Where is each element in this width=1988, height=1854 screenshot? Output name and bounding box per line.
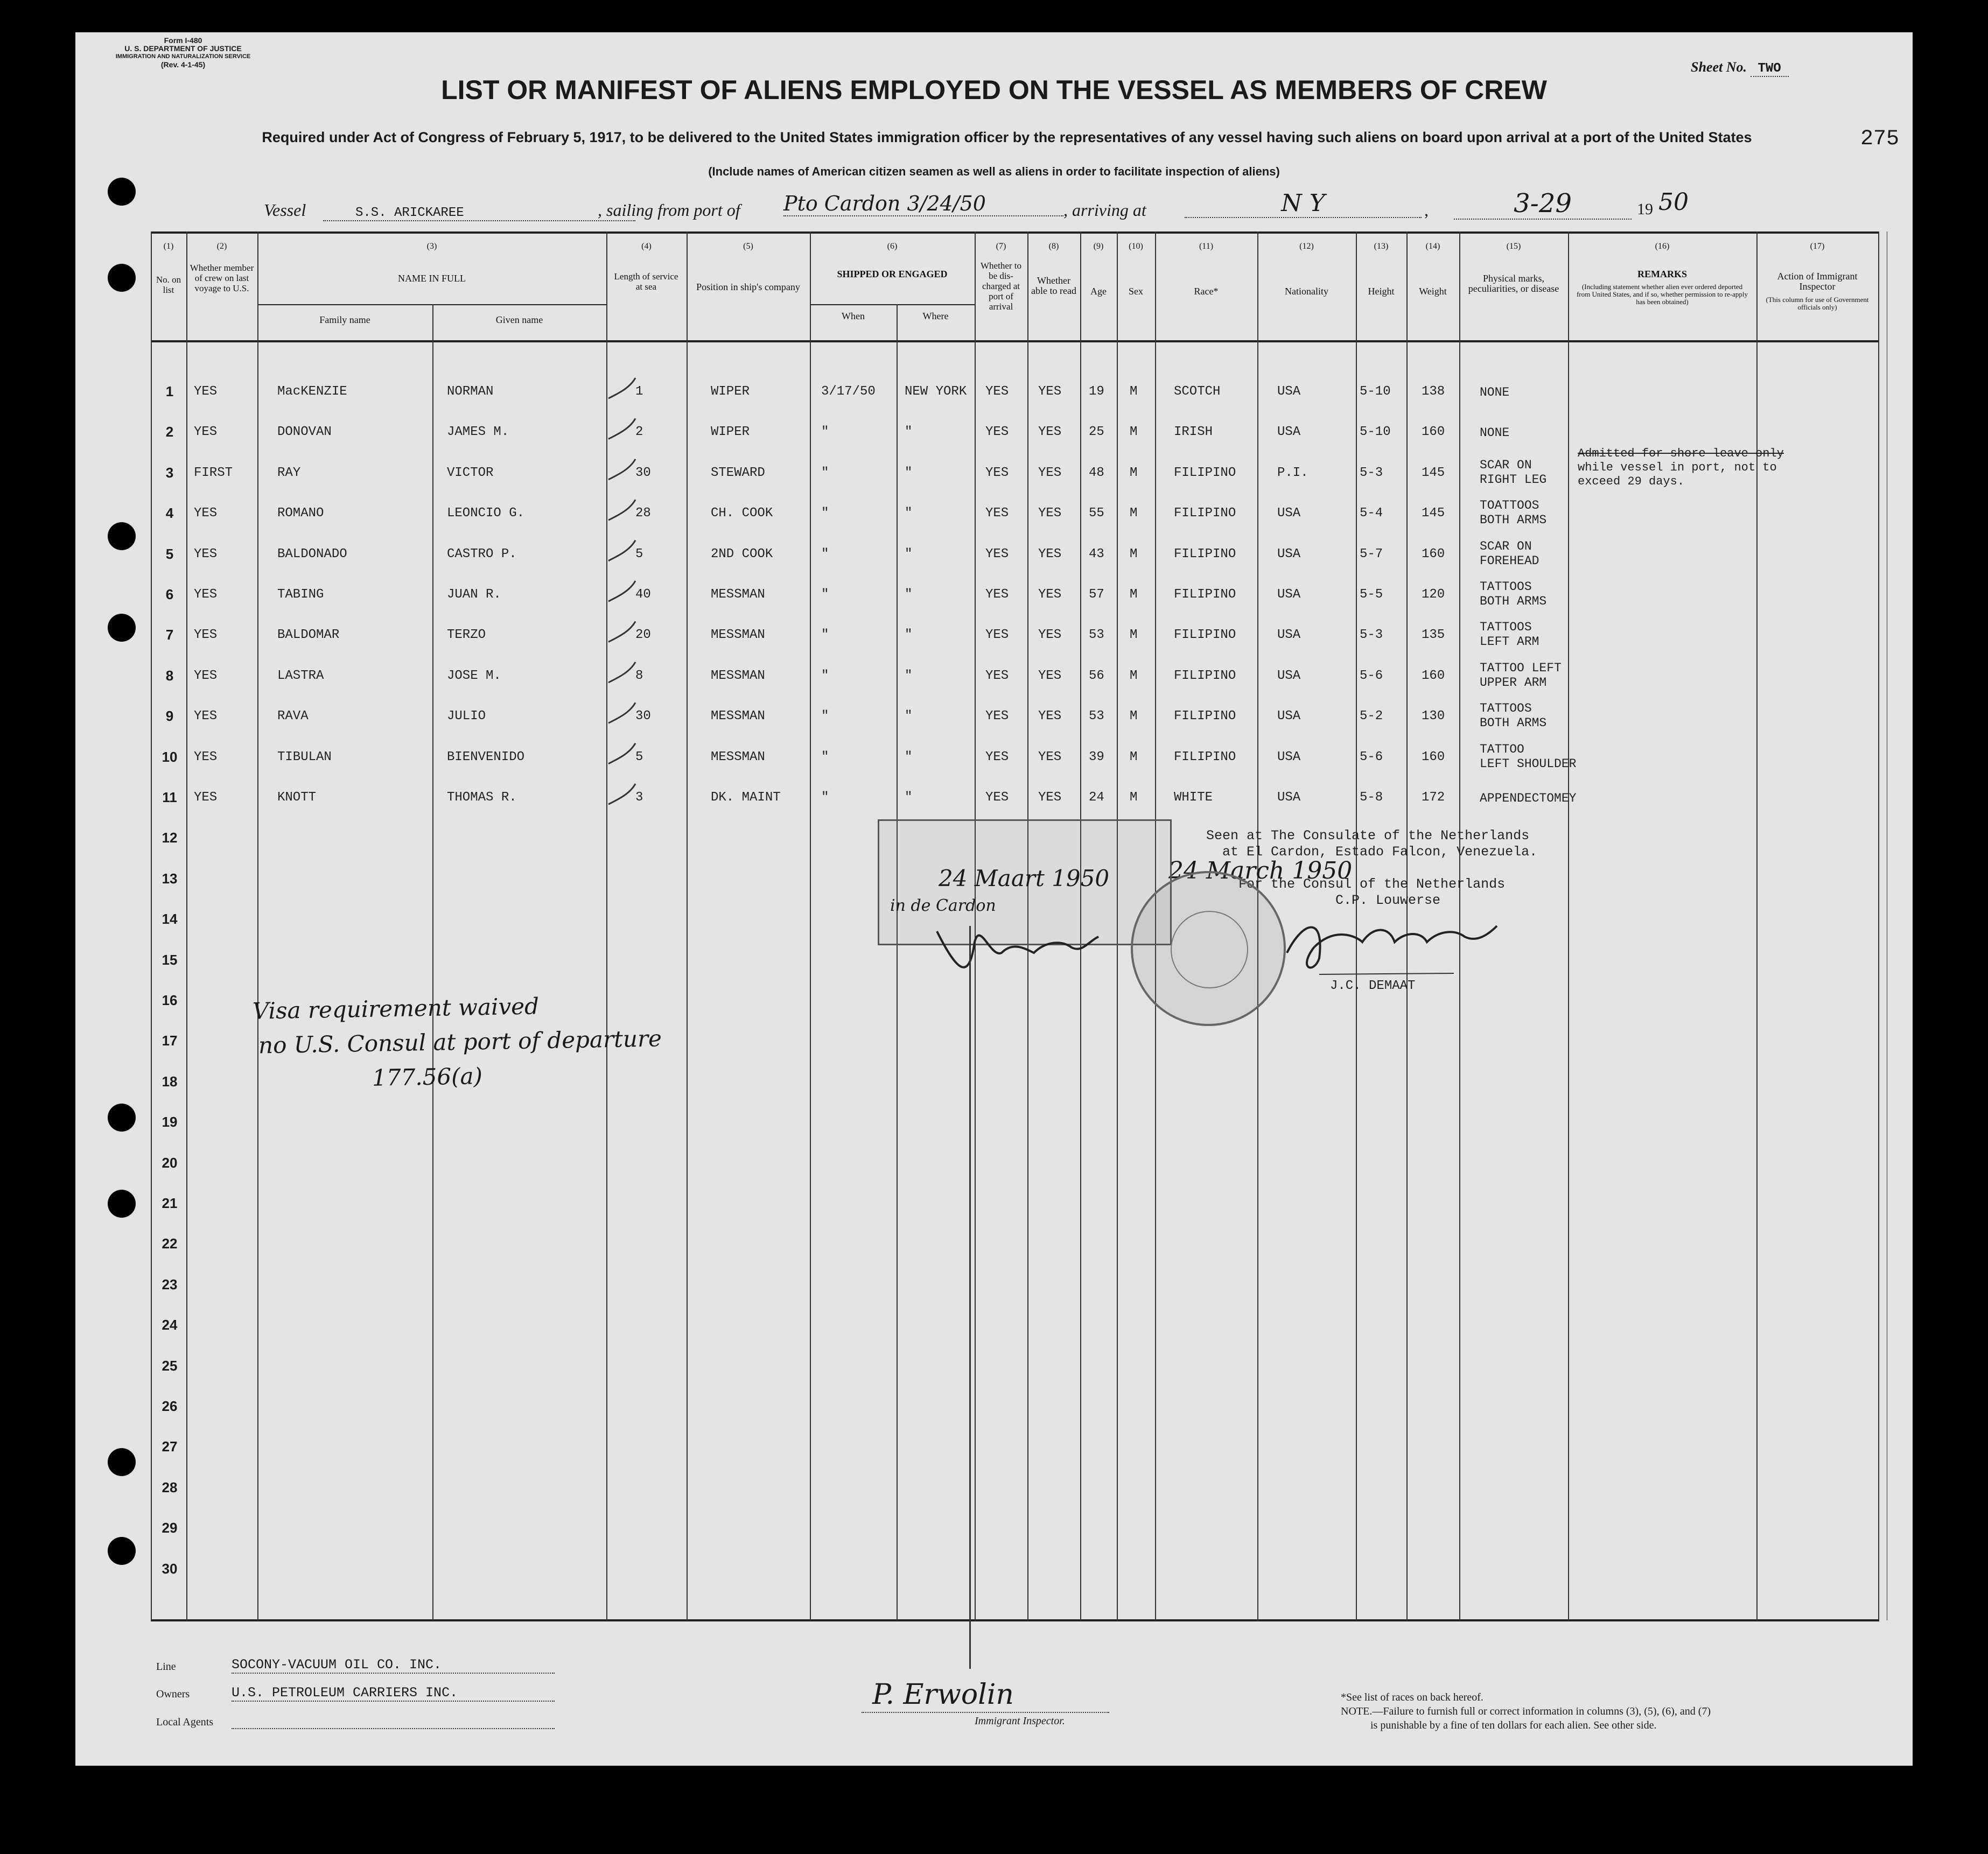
col9-label: Age (1090, 286, 1107, 297)
shipped-when-cell: " (821, 749, 829, 764)
weight-cell: 160 (1422, 546, 1445, 561)
stamp-signature (926, 910, 1104, 985)
sex-cell: M (1130, 749, 1138, 764)
table-top-rule (151, 231, 1879, 234)
remark-shore-leave: Admitted for shore leave only while vessel in port, not to exceed 29 days. (1578, 447, 1784, 488)
position-cell: DK. MAINT (711, 790, 781, 805)
col2-label: Whether member of crew on last voyage to U.S. (190, 263, 254, 293)
age-cell: 24 (1089, 790, 1104, 805)
punch-hole (108, 1190, 136, 1218)
position-cell: MESSMAN (711, 668, 765, 683)
tick-mark (608, 500, 635, 520)
sex-cell: M (1130, 546, 1138, 561)
shipped-when-cell: " (821, 628, 829, 643)
col16-note: (Including statement whether alien ever ordered deported from United States, and if so, whether permission to re-apply has been obtained) (1576, 283, 1748, 306)
col12-label: Nationality (1285, 286, 1328, 297)
weight-cell: 172 (1422, 790, 1445, 805)
age-cell: 56 (1089, 668, 1104, 683)
height-cell: 5-4 (1360, 506, 1383, 521)
nationality-cell: USA (1277, 587, 1301, 602)
service-length-cell: 28 (635, 506, 651, 521)
races-note: *See list of races on back hereof. (1341, 1691, 1483, 1703)
subtitle-note: (Include names of American citizen seamen as well as aliens in order to facilitate inspection of aliens) (708, 165, 1280, 178)
arriving-label: , arriving at (1063, 200, 1146, 220)
col11-label: Race* (1194, 286, 1219, 297)
age-cell: 39 (1089, 749, 1104, 764)
when-header: When (842, 311, 865, 321)
table-bottom-rule (151, 1619, 1879, 1621)
race-cell: WHITE (1174, 790, 1213, 805)
col17-note: (This column for use of Government officials only) (1766, 296, 1869, 311)
race-cell: SCOTCH (1174, 384, 1221, 399)
punch-hole (108, 1537, 136, 1565)
previous-voyage-cell: YES (194, 709, 218, 724)
tick-mark (608, 784, 635, 804)
given-name-cell: BIENVENIDO (447, 749, 525, 764)
height-cell: 5-5 (1360, 587, 1383, 602)
able-to-read-cell: YES (1038, 506, 1062, 521)
tick-mark (608, 459, 635, 480)
inspector-line (862, 1712, 1109, 1713)
shipped-where-cell: " (905, 749, 913, 764)
physical-marks-cell: TATTOOS BOTH ARMS (1480, 701, 1547, 731)
row-number: 11 (162, 789, 177, 805)
discharged-cell: YES (985, 384, 1009, 399)
col1-number: (1) (163, 242, 174, 251)
weight-cell: 160 (1422, 668, 1445, 683)
given-name-cell: JOSE M. (447, 668, 501, 683)
row-number: 28 (162, 1479, 178, 1495)
row-number: 22 (162, 1235, 178, 1252)
weight-cell: 145 (1422, 506, 1445, 521)
shipped-when-cell: " (821, 546, 829, 561)
position-cell: MESSMAN (711, 628, 765, 643)
punch-hole (108, 1104, 136, 1132)
nationality-cell: USA (1277, 668, 1301, 683)
discharged-cell: YES (985, 587, 1009, 602)
sex-cell: M (1130, 709, 1138, 724)
row-number: 1 (165, 383, 174, 399)
height-cell: 5-6 (1360, 749, 1383, 764)
col1-label: No. on list (156, 275, 181, 295)
nationality-cell: USA (1277, 384, 1301, 399)
fine-note: NOTE.—Failure to furnish full or correct information in columns (3), (5), (6), and (7) (1341, 1705, 1711, 1717)
family-name-cell: DONOVAN (277, 425, 332, 440)
position-cell: MESSMAN (711, 709, 765, 724)
previous-voyage-cell: YES (194, 749, 218, 764)
row-number: 18 (162, 1073, 178, 1090)
row-number: 2 (165, 424, 174, 440)
given-name-header: Given name (495, 314, 543, 325)
height-cell: 5-7 (1360, 546, 1383, 561)
discharged-cell: YES (985, 546, 1009, 561)
discharged-cell: YES (985, 465, 1009, 480)
able-to-read-cell: YES (1038, 709, 1062, 724)
height-cell: 5-10 (1360, 425, 1391, 440)
race-cell: FILIPINO (1174, 587, 1236, 602)
physical-marks-cell: TATTOOS LEFT ARM (1480, 620, 1539, 649)
family-name-cell: LASTRA (277, 668, 324, 683)
position-cell: CH. COOK (711, 506, 773, 521)
sex-cell: M (1130, 668, 1138, 683)
inspector-signature: P. Erwolin (872, 1679, 1014, 1711)
nationality-cell: USA (1277, 790, 1301, 805)
previous-voyage-cell: YES (194, 384, 218, 399)
nationality-cell: USA (1277, 546, 1301, 561)
sex-cell: M (1130, 506, 1138, 521)
col13-label: Height (1368, 286, 1395, 297)
shipped-when-cell: " (821, 425, 829, 440)
age-cell: 19 (1089, 384, 1104, 399)
position-cell: WIPER (711, 384, 750, 399)
arriving-port: N Y (1185, 189, 1422, 218)
row-number: 25 (162, 1357, 178, 1374)
service-length-cell: 20 (635, 628, 651, 643)
line-value: SOCONY-VACUUM OIL CO. INC. (232, 1657, 555, 1674)
height-cell: 5-2 (1360, 709, 1383, 724)
row-number: 13 (162, 870, 178, 887)
race-cell: FILIPINO (1174, 506, 1236, 521)
discharged-cell: YES (985, 628, 1009, 643)
row-number: 10 (162, 748, 178, 765)
weight-cell: 160 (1422, 749, 1445, 764)
row-number: 5 (165, 545, 174, 562)
col7-label: Whether to be dis-charged at port of arrival (981, 261, 1021, 312)
row-number: 24 (162, 1317, 178, 1333)
owners-value: U.S. PETROLEUM CARRIERS INC. (232, 1685, 555, 1702)
previous-voyage-cell: YES (194, 506, 218, 521)
physical-marks-cell: SCAR ON RIGHT LEG (1480, 458, 1547, 487)
discharged-cell: YES (985, 668, 1009, 683)
consulate-date-handwritten: 24 March 1950 (1168, 857, 1353, 884)
service-length-cell: 8 (635, 668, 643, 683)
age-cell: 25 (1089, 425, 1104, 440)
physical-marks-cell: TATTOO LEFT SHOULDER (1480, 742, 1577, 771)
service-length-cell: 40 (635, 587, 651, 602)
signatory-name: J.C. DEMAAT (1330, 979, 1416, 993)
shipped-when-cell: " (821, 587, 829, 602)
physical-marks-cell: SCAR ON FOREHEAD (1480, 539, 1539, 568)
owners-label: Owners (156, 1688, 190, 1700)
position-cell: MESSMAN (711, 749, 765, 764)
nationality-cell: USA (1277, 709, 1301, 724)
height-cell: 5-6 (1360, 668, 1383, 683)
row-number: 29 (162, 1520, 178, 1536)
physical-marks-cell: TOATTOOS BOTH ARMS (1480, 498, 1547, 528)
family-name-cell: BALDONADO (277, 546, 347, 561)
row-number: 30 (162, 1560, 178, 1577)
tick-mark (608, 662, 635, 683)
shipped-when-cell: " (821, 506, 829, 521)
discharged-cell: YES (985, 425, 1009, 440)
sex-cell: M (1130, 465, 1138, 480)
sailing-label: , sailing from port of (598, 200, 740, 220)
tick-mark (608, 581, 635, 601)
age-cell: 57 (1089, 587, 1104, 602)
weight-cell: 138 (1422, 384, 1445, 399)
given-name-cell: JAMES M. (447, 425, 509, 440)
previous-voyage-cell: YES (194, 425, 218, 440)
shipped-when-cell: " (821, 790, 829, 805)
family-name-cell: RAY (277, 465, 301, 480)
where-header: Where (922, 311, 949, 321)
given-name-cell: THOMAS R. (447, 790, 517, 805)
given-name-cell: LEONCIO G. (447, 506, 525, 521)
col3-label: NAME IN FULL (398, 273, 466, 284)
shipped-where-cell: " (905, 425, 913, 440)
subtitle: Required under Act of Congress of February 5, 1917, to be delivered to the United States immigration officer by the representatives of any vessel having such aliens on board upon arrival at a port of the United States (262, 129, 1752, 145)
weight-cell: 130 (1422, 709, 1445, 724)
year-prefix: 19 (1637, 200, 1653, 218)
row-number: 27 (162, 1438, 178, 1455)
col4-label: Length of service at sea (614, 271, 678, 292)
col14-label: Weight (1419, 286, 1447, 297)
nationality-cell: P.I. (1277, 465, 1308, 480)
given-name-cell: VICTOR (447, 465, 494, 480)
position-cell: MESSMAN (711, 587, 765, 602)
height-cell: 5-10 (1360, 384, 1391, 399)
col17-label: Action of Immigrant Inspector (1777, 271, 1858, 292)
header-rule (151, 340, 1879, 342)
tick-mark (608, 540, 635, 561)
family-name-cell: TABING (277, 587, 324, 602)
age-cell: 53 (1089, 709, 1104, 724)
family-name-cell: ROMANO (277, 506, 324, 521)
physical-marks-cell: TATTOOS BOTH ARMS (1480, 580, 1547, 608)
fine-note-2: is punishable by a fine of ten dollars for each alien. See other side. (1370, 1719, 1657, 1731)
discharged-cell: YES (985, 749, 1009, 764)
nationality-cell: USA (1277, 425, 1301, 440)
row-number: 21 (162, 1195, 178, 1211)
able-to-read-cell: YES (1038, 628, 1062, 643)
shipped-where-cell: " (905, 790, 913, 805)
able-to-read-cell: YES (1038, 668, 1062, 683)
service-length-cell: 30 (635, 465, 651, 480)
height-cell: 5-3 (1360, 628, 1383, 643)
able-to-read-cell: YES (1038, 465, 1062, 480)
local-agents-label: Local Agents (156, 1716, 214, 1728)
weight-cell: 120 (1422, 587, 1445, 602)
col8-label: Whether able to read (1031, 275, 1076, 296)
punch-hole (108, 178, 136, 206)
row-number: 20 (162, 1154, 178, 1171)
family-name-cell: BALDOMAR (277, 628, 340, 643)
able-to-read-cell: YES (1038, 749, 1062, 764)
row-number: 26 (162, 1398, 178, 1414)
col16-label: REMARKS (1637, 269, 1687, 279)
position-cell: STEWARD (711, 465, 765, 480)
sex-cell: M (1130, 425, 1138, 440)
consul-signature (1282, 904, 1508, 980)
shipped-where-cell: " (905, 709, 913, 724)
given-name-cell: JUAN R. (447, 587, 501, 602)
race-cell: FILIPINO (1174, 628, 1236, 643)
sex-cell: M (1130, 628, 1138, 643)
line-label: Line (156, 1661, 176, 1673)
weight-cell: 145 (1422, 465, 1445, 480)
arrival-date: 3-29 (1454, 188, 1632, 220)
physical-marks-cell: NONE (1480, 426, 1510, 440)
tick-mark (608, 621, 635, 642)
previous-voyage-cell: YES (194, 668, 218, 683)
row-number: 14 (162, 911, 178, 928)
discharged-cell: YES (985, 506, 1009, 521)
consul-for: For the Consul of the Netherlands C.P. Louwerse (1238, 876, 1506, 908)
able-to-read-cell: YES (1038, 384, 1062, 399)
col15-label: Physical marks, peculiarities, or disease (1468, 273, 1559, 294)
family-name-cell: KNOTT (277, 790, 317, 805)
previous-voyage-cell: YES (194, 546, 218, 561)
consulate-seal (1131, 871, 1286, 1026)
tick-mark (608, 418, 635, 439)
race-cell: FILIPINO (1174, 749, 1236, 764)
row-number: 12 (162, 830, 178, 846)
height-cell: 5-3 (1360, 465, 1383, 480)
shipped-where-cell: " (905, 465, 913, 480)
height-cell: 5-8 (1360, 790, 1383, 805)
local-agents-value (232, 1728, 555, 1729)
consulate-note: Seen at The Consulate of the Netherlands at El Cardon, Estado Falcon, Venezuela. (1206, 828, 1538, 860)
tick-marks (598, 361, 705, 845)
physical-marks-cell: TATTOO LEFT UPPER ARM (1480, 661, 1562, 690)
previous-voyage-cell: FIRST (194, 465, 233, 480)
inspector-label: Immigrant Inspector. (975, 1715, 1065, 1727)
shipped-where-cell: NEW YORK (905, 384, 967, 399)
shipped-when-cell: " (821, 668, 829, 683)
col10-label: Sex (1129, 286, 1143, 297)
row-number: 17 (162, 1033, 178, 1049)
age-cell: 48 (1089, 465, 1104, 480)
tick-mark (608, 378, 635, 398)
sheet-number: Sheet No. TWO (1691, 59, 1789, 76)
service-length-cell: 2 (635, 425, 643, 440)
service-length-cell: 3 (635, 790, 643, 805)
page-title: LIST OR MANIFEST OF ALIENS EMPLOYED ON THE VESSEL AS MEMBERS OF CREW (441, 75, 1547, 105)
punch-hole (108, 522, 136, 550)
age-cell: 53 (1089, 628, 1104, 643)
punch-hole (108, 264, 136, 292)
discharged-cell: YES (985, 790, 1009, 805)
able-to-read-cell: YES (1038, 587, 1062, 602)
visa-note: Visa requirement waived no U.S. Consul at port of departure 177.56(a) (252, 993, 662, 1091)
shipped-where-cell: " (905, 587, 913, 602)
row-number: 19 (162, 1114, 178, 1130)
family-name-cell: TIBULAN (277, 749, 332, 764)
shipped-where-cell: " (905, 546, 913, 561)
sex-cell: M (1130, 587, 1138, 602)
previous-voyage-cell: YES (194, 587, 218, 602)
shipped-when-cell: 3/17/50 (821, 384, 876, 399)
able-to-read-cell: YES (1038, 546, 1062, 561)
weight-cell: 135 (1422, 628, 1445, 643)
able-to-read-cell: YES (1038, 425, 1062, 440)
arrival-year: 50 (1658, 188, 1689, 216)
row-number: 3 (165, 464, 174, 481)
physical-marks-cell: NONE (1480, 385, 1510, 399)
tick-mark (608, 743, 635, 764)
form-identification: Form I-480 U. S. DEPARTMENT OF JUSTICE IMMIGRATION AND NATURALIZATION SERVICE (Rev. 4-1-45) (115, 36, 251, 69)
row-number: 15 (162, 951, 178, 968)
family-name-header: Family name (319, 314, 370, 325)
family-name-cell: RAVA (277, 709, 309, 724)
row-number: 6 (165, 586, 174, 602)
physical-marks-cell: APPENDECTOMEY (1480, 791, 1577, 805)
nationality-cell: USA (1277, 506, 1301, 521)
age-cell: 55 (1089, 506, 1104, 521)
punch-hole (108, 614, 136, 642)
position-cell: WIPER (711, 425, 750, 440)
weight-cell: 160 (1422, 425, 1445, 440)
nationality-cell: USA (1277, 749, 1301, 764)
shipped-where-cell: " (905, 628, 913, 643)
stamped-number: 275 (1860, 127, 1900, 151)
age-cell: 43 (1089, 546, 1104, 561)
race-cell: FILIPINO (1174, 709, 1236, 724)
row-number: 7 (165, 627, 174, 643)
col5-label: Position in ship's company (696, 282, 800, 292)
sex-cell: M (1130, 384, 1138, 399)
shipped-where-cell: " (905, 668, 913, 683)
service-length-cell: 30 (635, 709, 651, 724)
race-cell: FILIPINO (1174, 465, 1236, 480)
race-cell: FILIPINO (1174, 546, 1236, 561)
consulate-stamp: 24 Maart 1950 in de Cardon (878, 819, 1172, 945)
vessel-name: S.S. ARICKAREE (323, 206, 635, 221)
family-name-cell: MacKENZIE (277, 384, 347, 399)
previous-voyage-cell: YES (194, 628, 218, 643)
able-to-read-cell: YES (1038, 790, 1062, 805)
race-cell: FILIPINO (1174, 668, 1236, 683)
service-length-cell: 1 (635, 384, 643, 399)
shipped-where-cell: " (905, 506, 913, 521)
given-name-cell: CASTRO P. (447, 546, 517, 561)
nationality-cell: USA (1277, 628, 1301, 643)
race-cell: IRISH (1174, 425, 1213, 440)
vessel-label: Vessel (264, 200, 306, 220)
row-number: 23 (162, 1276, 178, 1293)
row-number: 8 (165, 667, 174, 684)
given-name-cell: JULIO (447, 709, 486, 724)
shipped-when-cell: " (821, 465, 829, 480)
sailing-port: Pto Cardon 3/24/50 (783, 192, 1063, 216)
service-length-cell: 5 (635, 546, 643, 561)
row-number: 16 (162, 992, 178, 1008)
given-name-cell: NORMAN (447, 384, 494, 399)
row-number: 9 (165, 708, 174, 725)
shipped-when-cell: " (821, 709, 829, 724)
service-length-cell: 5 (635, 749, 643, 764)
row-number: 4 (165, 505, 174, 522)
col6-label: SHIPPED OR ENGAGED (837, 269, 948, 279)
tick-mark (608, 703, 635, 723)
position-cell: 2ND COOK (711, 546, 773, 561)
given-name-cell: TERZO (447, 628, 486, 643)
punch-hole (108, 1448, 136, 1476)
sex-cell: M (1130, 790, 1138, 805)
pen-line (969, 926, 971, 1669)
previous-voyage-cell: YES (194, 790, 218, 805)
discharged-cell: YES (985, 709, 1009, 724)
